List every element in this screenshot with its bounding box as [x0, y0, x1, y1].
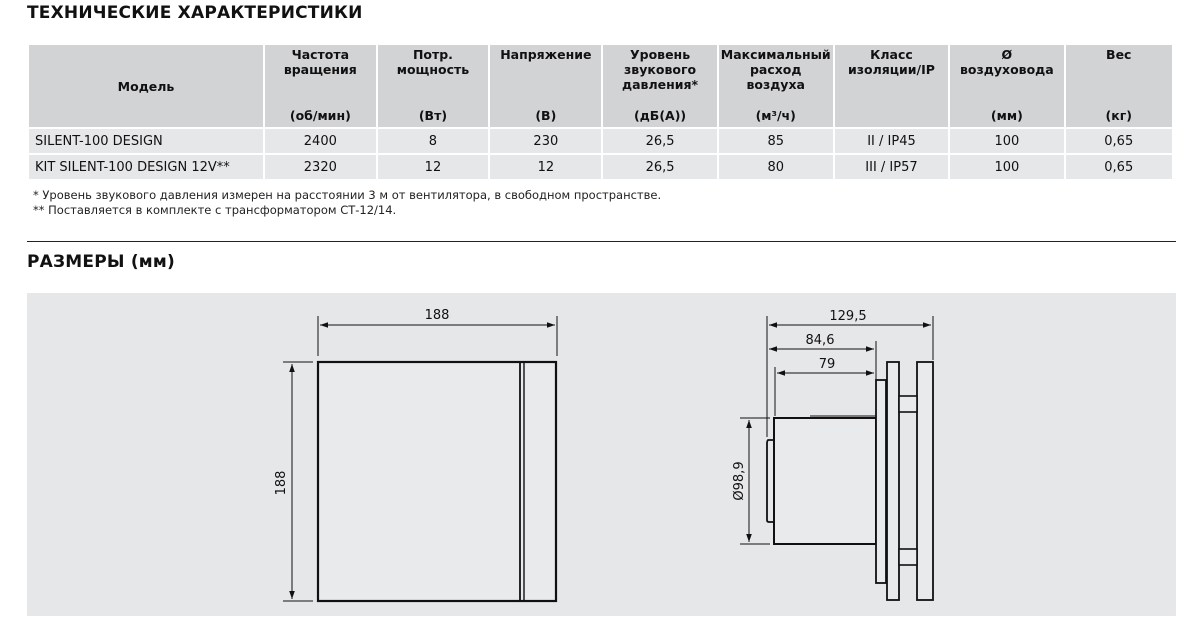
- header-model: Модель: [29, 45, 263, 127]
- cell-voltage: 230: [490, 129, 601, 153]
- header-voltage: Напряжение (В): [490, 45, 601, 127]
- front-width-label: 188: [424, 308, 450, 323]
- side-mid-depth-label: 84,6: [805, 333, 835, 348]
- cell-rpm: 2400: [265, 129, 376, 153]
- cell-voltage: 12: [490, 155, 601, 179]
- cell-airflow: 85: [719, 129, 833, 153]
- header-rpm: Частота вращения (об/мин): [265, 45, 376, 127]
- header-airflow: Максимальный расход воздуха (м³/ч): [719, 45, 833, 127]
- cell-noise: 26,5: [603, 129, 716, 153]
- side-total-depth-label: 129,5: [829, 309, 867, 324]
- cell-model: SILENT-100 DESIGN: [29, 129, 263, 153]
- front-height-label: 188: [274, 470, 289, 496]
- footnote-noise: * Уровень звукового давления измерен на расстоянии 3 м от вентилятора, в свободном пространстве.: [33, 188, 662, 202]
- cell-rpm: 2320: [265, 155, 376, 179]
- cell-power: 8: [378, 129, 489, 153]
- side-view: [732, 309, 933, 600]
- side-body-depth-label: 79: [818, 357, 836, 372]
- header-insulation: Класс изоляции/IP: [835, 45, 949, 127]
- cell-noise: 26,5: [603, 155, 716, 179]
- cell-model: KIT SILENT-100 DESIGN 12V**: [29, 155, 263, 179]
- cell-insulation: III / IP57: [835, 155, 949, 179]
- header-power: Потр. мощность (Вт): [378, 45, 489, 127]
- cell-insulation: II / IP45: [835, 129, 949, 153]
- footnote-transformer: ** Поставляется в комплекте с трансформатором СТ-12/14.: [33, 203, 397, 217]
- specs-section-title: ТЕХНИЧЕСКИЕ ХАРАКТЕРИСТИКИ: [27, 3, 363, 23]
- cell-duct-diameter: 100: [950, 155, 1063, 179]
- cell-power: 12: [378, 155, 489, 179]
- cell-airflow: 80: [719, 155, 833, 179]
- cell-weight: 0,65: [1066, 155, 1172, 179]
- dimensions-section-title: РАЗМЕРЫ (мм): [27, 252, 175, 272]
- header-weight: Вес (кг): [1066, 45, 1172, 127]
- cell-duct-diameter: 100: [950, 129, 1063, 153]
- header-noise: Уровень звукового давления* (дБ(А)): [603, 45, 716, 127]
- front-view: [274, 308, 557, 601]
- header-duct-diameter: Ø воздуховода (мм): [950, 45, 1063, 127]
- side-diameter-label: Ø98,9: [732, 461, 747, 501]
- cell-weight: 0,65: [1066, 129, 1172, 153]
